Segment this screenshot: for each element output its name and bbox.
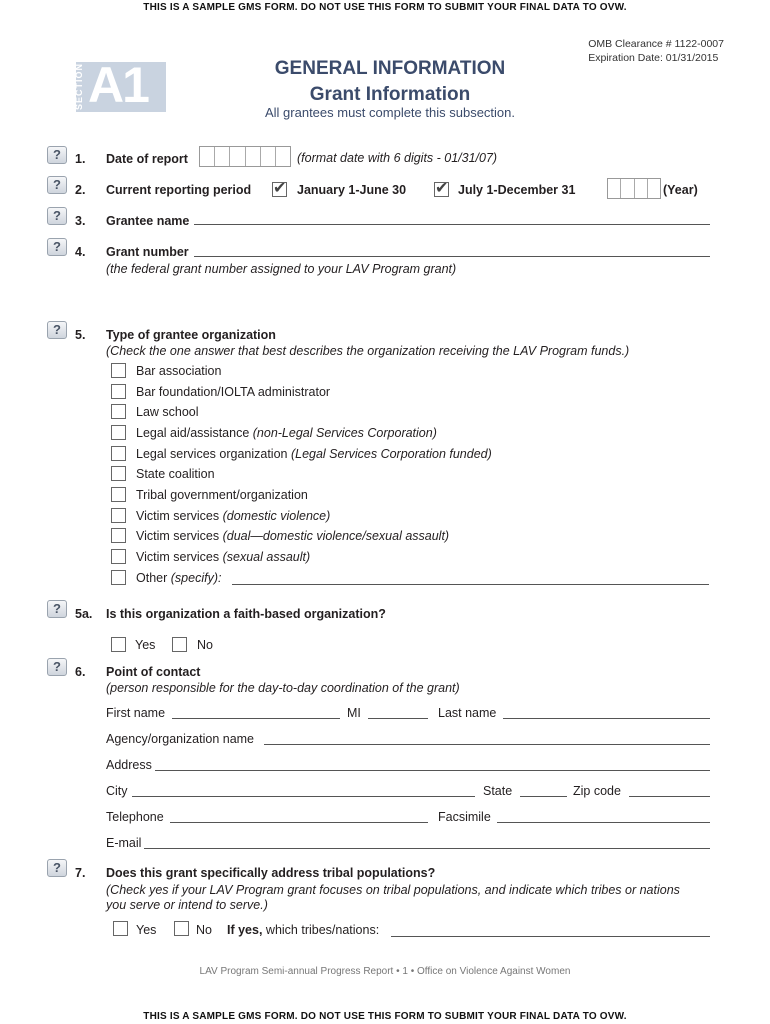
other-specify-field[interactable]: [232, 584, 709, 585]
help-icon[interactable]: ?: [47, 658, 67, 676]
q1-hint: (format date with 6 digits - 01/31/07): [297, 151, 498, 165]
facsimile-label: Facsimile: [438, 810, 491, 824]
first-name-field[interactable]: [172, 718, 340, 719]
org-type-label: Bar foundation/IOLTA administrator: [136, 385, 331, 399]
q7-label: Does this grant specifically address tribal populations?: [106, 866, 436, 880]
zip-label: Zip code: [573, 784, 621, 798]
q5a-number: 5a.: [75, 607, 93, 621]
checkmark-icon: ✔: [435, 180, 449, 197]
page-title: GENERAL INFORMATION: [274, 58, 506, 79]
city-label: City: [106, 784, 128, 798]
org-type-checkbox[interactable]: [111, 487, 126, 502]
email-label: E-mail: [106, 836, 142, 850]
omb-clearance: OMB Clearance # 1122-0007: [588, 38, 724, 50]
q7-number: 7.: [75, 866, 86, 880]
help-icon[interactable]: ?: [47, 600, 67, 618]
q7-note-line2: you serve or intend to serve.): [106, 898, 268, 912]
q2-number: 2.: [75, 183, 86, 197]
q6-number: 6.: [75, 665, 86, 679]
q5-note: (Check the one answer that best describes the organization receiving the LAV Program funds.): [106, 344, 630, 358]
help-icon[interactable]: ?: [47, 176, 67, 194]
q3-number: 3.: [75, 214, 86, 228]
last-name-field[interactable]: [503, 718, 710, 719]
tribal-no-checkbox[interactable]: [174, 921, 189, 936]
org-type-label: Legal aid/assistance (non-Legal Services Corporation): [136, 426, 437, 440]
faith-based-no-label: No: [197, 638, 213, 652]
q6-note: (person responsible for the day-to-day coordination of the grant): [106, 681, 460, 695]
org-type-checkbox[interactable]: [111, 466, 126, 481]
org-type-label: Bar association: [136, 364, 222, 378]
org-type-label: Other (specify):: [136, 571, 222, 585]
q2-label: Current reporting period: [106, 183, 252, 197]
checkmark-icon: ✔: [273, 180, 287, 197]
omb-expiration: Expiration Date: 01/31/2015: [588, 52, 719, 64]
q7-note-line1: (Check yes if your LAV Program grant focuses on tribal populations, and indicate which tribes or nations: [106, 883, 680, 897]
org-type-checkbox[interactable]: [111, 570, 126, 585]
q6-label: Point of contact: [106, 665, 201, 679]
org-type-checkbox[interactable]: [111, 549, 126, 564]
telephone-label: Telephone: [106, 810, 164, 824]
state-label: State: [483, 784, 513, 798]
telephone-field[interactable]: [170, 822, 428, 823]
section-code: A1: [88, 57, 148, 113]
address-field[interactable]: [155, 770, 710, 771]
help-icon[interactable]: ?: [47, 207, 67, 225]
date-of-report-field[interactable]: [199, 146, 291, 167]
year-label: (Year): [663, 183, 698, 197]
faith-based-yes-label: Yes: [135, 638, 156, 652]
org-type-label: State coalition: [136, 467, 215, 481]
year-field[interactable]: [607, 178, 661, 199]
last-name-label: Last name: [438, 706, 497, 720]
agency-label: Agency/organization name: [106, 732, 255, 746]
q3-label: Grantee name: [106, 214, 190, 228]
page-subtitle: Grant Information: [309, 84, 471, 105]
state-field[interactable]: [520, 796, 567, 797]
period-jul-dec-label: July 1-December 31: [458, 183, 576, 197]
q4-note: (the federal grant number assigned to your LAV Program grant): [106, 262, 457, 276]
org-type-checkbox[interactable]: [111, 363, 126, 378]
org-type-label: Victim services (sexual assault): [136, 550, 311, 564]
org-type-checkbox[interactable]: [111, 446, 126, 461]
sample-banner-top: THIS IS A SAMPLE GMS FORM. DO NOT USE THIS FORM TO SUBMIT YOUR FINAL DATA TO OVW.: [143, 2, 627, 13]
city-field[interactable]: [132, 796, 475, 797]
q4-number: 4.: [75, 245, 86, 259]
org-type-label: Victim services (domestic violence): [136, 509, 331, 523]
org-type-checkbox[interactable]: [111, 404, 126, 419]
zip-field[interactable]: [629, 796, 710, 797]
tribal-no-label: No: [196, 923, 212, 937]
faith-based-yes-checkbox[interactable]: [111, 637, 126, 652]
sample-banner-bottom: THIS IS A SAMPLE GMS FORM. DO NOT USE THIS FORM TO SUBMIT YOUR FINAL DATA TO OVW.: [143, 1011, 627, 1022]
org-type-label: Victim services (dual—domestic violence/sexual assault): [136, 529, 450, 543]
q1-number: 1.: [75, 152, 86, 166]
tribal-yes-label: Yes: [136, 923, 157, 937]
org-type-checkbox[interactable]: [111, 425, 126, 440]
q1-label: Date of report: [106, 152, 188, 166]
tribes-label: If yes, which tribes/nations:: [227, 923, 380, 937]
q4-label: Grant number: [106, 245, 189, 259]
org-type-checkbox[interactable]: [111, 508, 126, 523]
section-word: SECTION: [74, 62, 84, 110]
q5-label: Type of grantee organization: [106, 328, 276, 342]
faith-based-no-checkbox[interactable]: [172, 637, 187, 652]
help-icon[interactable]: ?: [47, 859, 67, 877]
org-type-checkbox[interactable]: [111, 384, 126, 399]
help-icon[interactable]: ?: [47, 146, 67, 164]
tribes-field[interactable]: [391, 936, 710, 937]
page-instruction: All grantees must complete this subsection.: [264, 105, 515, 120]
grantee-name-field[interactable]: [194, 224, 710, 225]
grant-number-field[interactable]: [194, 256, 710, 257]
help-icon[interactable]: ?: [47, 321, 67, 339]
org-type-checkbox[interactable]: [111, 528, 126, 543]
org-type-label: Law school: [136, 405, 199, 419]
mi-label: MI: [347, 706, 361, 720]
facsimile-field[interactable]: [497, 822, 710, 823]
address-label: Address: [106, 758, 152, 772]
q5-number: 5.: [75, 328, 86, 342]
period-jan-jun-label: January 1-June 30: [297, 183, 407, 197]
help-icon[interactable]: ?: [47, 238, 67, 256]
org-type-label: Legal services organization (Legal Services Corporation funded): [136, 447, 492, 461]
email-field[interactable]: [144, 848, 710, 849]
first-name-label: First name: [106, 706, 166, 720]
agency-field[interactable]: [264, 744, 710, 745]
q5a-label: Is this organization a faith-based organization?: [106, 607, 386, 621]
tribal-yes-checkbox[interactable]: [113, 921, 128, 936]
page-footer: LAV Program Semi-annual Progress Report • 1 • Office on Violence Against Women: [199, 966, 571, 977]
mi-field[interactable]: [368, 718, 428, 719]
org-type-label: Tribal government/organization: [136, 488, 308, 502]
